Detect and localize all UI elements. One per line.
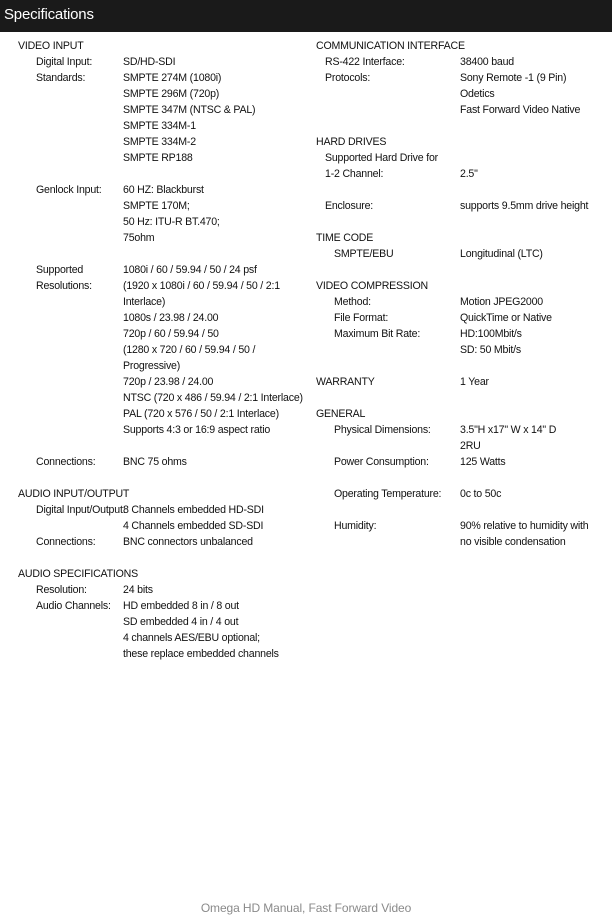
- spec-label: Audio Channels:: [36, 600, 111, 612]
- spec-row: [316, 518, 606, 550]
- spec-values: [123, 262, 303, 438]
- spec-value: 8 Channels embedded HD-SDI: [123, 504, 264, 516]
- spec-row: [18, 54, 303, 70]
- section-title: GENERAL: [316, 408, 366, 420]
- spec-value: HD:100Mbit/s: [460, 328, 522, 340]
- spec-values: [123, 534, 253, 550]
- spec-values: [123, 70, 255, 166]
- spec-value: 1080i / 60 / 59.94 / 50 / 24 psf: [123, 264, 257, 276]
- spec-label: Power Consumption:: [334, 456, 429, 468]
- spec-value: 38400 baud: [460, 56, 514, 68]
- spec-value: Longitudinal (LTC): [460, 248, 543, 260]
- spec-row: [316, 454, 606, 470]
- spec-values: [460, 486, 501, 502]
- spec-row: [18, 454, 303, 470]
- spec-values: [460, 198, 588, 214]
- spec-label: Enclosure:: [325, 200, 374, 212]
- section-title: VIDEO COMPRESSION: [316, 280, 428, 292]
- spec-row: [316, 70, 606, 118]
- spec-value: Motion JPEG2000: [460, 296, 543, 308]
- spec-label: File Format:: [334, 312, 389, 324]
- spec-values: [460, 150, 478, 182]
- spec-label: Connections:: [36, 536, 96, 548]
- spec-value: 90% relative to humidity with: [460, 520, 589, 532]
- spec-value: SMPTE 334M-2: [123, 136, 196, 148]
- spec-value: 2RU: [460, 440, 481, 452]
- page-header: [0, 0, 612, 32]
- spec-label: SMPTE/EBU: [334, 248, 394, 260]
- spec-value: SMPTE RP188: [123, 152, 193, 164]
- spec-value: SMPTE 170M;: [123, 200, 190, 212]
- spec-row: [316, 310, 606, 326]
- spec-column-left: [18, 38, 303, 678]
- page-title: Specifications: [4, 6, 94, 23]
- spec-label: Genlock Input:: [36, 184, 102, 196]
- spec-label: Method:: [334, 296, 371, 308]
- section-title: COMMUNICATION INTERFACE: [316, 40, 465, 52]
- spec-value: Sony Remote -1 (9 Pin): [460, 72, 567, 84]
- spec-values: [460, 54, 514, 70]
- spec-section-warranty: [316, 374, 606, 390]
- page-footer: Omega HD Manual, Fast Forward Video: [200, 901, 412, 915]
- spec-value: (1280 x 720 / 60 / 59.94 / 50 /: [123, 344, 256, 356]
- spec-section-audio-specifications: [18, 566, 303, 662]
- spec-label: Operating Temperature:: [334, 488, 442, 500]
- spec-section-hard-drives: [316, 134, 606, 214]
- spec-values: [123, 454, 187, 470]
- spec-values: [460, 310, 552, 326]
- spec-section-time-code: [316, 230, 606, 262]
- spec-label: Maximum Bit Rate:: [334, 328, 421, 340]
- spec-values: [123, 182, 220, 246]
- spec-values: [460, 518, 588, 550]
- spec-values: [123, 582, 153, 598]
- spec-label: Supported Hard Drive for: [325, 152, 438, 164]
- spec-row: [316, 198, 606, 214]
- section-title: [316, 374, 606, 390]
- spec-row: [316, 54, 606, 70]
- spec-value: 60 HZ: Blackburst: [123, 184, 204, 196]
- spec-label: Supported: [36, 264, 84, 276]
- spec-row: [316, 246, 606, 262]
- spec-row: [18, 534, 303, 550]
- spec-value: SMPTE 274M (1080i): [123, 72, 222, 84]
- spec-value: 0c to 50c: [460, 488, 502, 500]
- spec-values: [460, 70, 580, 118]
- spec-value: BNC connectors unbalanced: [123, 536, 253, 548]
- spec-label: RS-422 Interface:: [325, 56, 405, 68]
- spec-row: [316, 294, 606, 310]
- spec-values: [460, 454, 506, 470]
- section-title: VIDEO INPUT: [18, 40, 84, 52]
- spec-row: [18, 582, 303, 598]
- spec-value: 75ohm: [123, 232, 155, 244]
- section-title: AUDIO INPUT/OUTPUT: [18, 488, 130, 500]
- spec-value: 4 Channels embedded SD-SDI: [123, 520, 264, 532]
- spec-label: Humidity:: [334, 520, 377, 532]
- section-title: HARD DRIVES: [316, 136, 387, 148]
- spec-values: [123, 502, 264, 534]
- spec-value: 720p / 23.98 / 24.00: [123, 376, 214, 388]
- spec-row: [316, 422, 606, 454]
- spec-row: [316, 150, 606, 182]
- spec-label: 1-2 Channel:: [325, 168, 384, 180]
- spec-values: [123, 54, 175, 70]
- spec-section-audio-input-output: [18, 486, 303, 550]
- spec-values: [460, 422, 556, 454]
- spec-value: these replace embedded channels: [123, 648, 279, 660]
- spec-value: SD: 50 Mbit/s: [460, 344, 521, 356]
- spec-value: BNC 75 ohms: [123, 456, 187, 468]
- spec-label: Protocols:: [325, 72, 371, 84]
- spec-values: [460, 294, 543, 310]
- section-title-text: WARRANTY: [316, 376, 375, 388]
- spec-value: 720p / 60 / 59.94 / 50: [123, 328, 219, 340]
- spec-value: 125 Watts: [460, 456, 506, 468]
- spec-row: [18, 262, 303, 438]
- spec-value: SMPTE 334M-1: [123, 120, 196, 132]
- section-title: AUDIO SPECIFICATIONS: [18, 568, 139, 580]
- spec-value: no visible condensation: [460, 536, 566, 548]
- spec-value: 2.5": [460, 168, 478, 180]
- spec-value: SMPTE 296M (720p): [123, 88, 220, 100]
- spec-row: [316, 486, 606, 502]
- spec-value: SD/HD-SDI: [123, 56, 176, 68]
- spec-value: SMPTE 347M (NTSC & PAL): [123, 104, 256, 116]
- spec-value: Fast Forward Video Native: [460, 104, 581, 116]
- spec-value: HD embedded 8 in / 8 out: [123, 600, 239, 612]
- spec-value: QuickTime or Native: [460, 312, 552, 324]
- spec-label: Standards:: [36, 72, 86, 84]
- spec-values: [123, 598, 279, 662]
- spec-value: 4 channels AES/EBU optional;: [123, 632, 260, 644]
- spec-value: Odetics: [460, 88, 495, 100]
- spec-value: Interlace): [123, 296, 166, 308]
- spec-section-video-input: [18, 38, 303, 470]
- spec-value: 24 bits: [123, 584, 153, 596]
- spec-value: 50 Hz: ITU-R BT.470;: [123, 216, 220, 228]
- spec-label: Resolution:: [36, 584, 87, 596]
- spec-value: supports 9.5mm drive height: [460, 200, 589, 212]
- spec-value: (1920 x 1080i / 60 / 59.94 / 50 / 2:1: [123, 280, 280, 292]
- spec-row: [316, 326, 606, 358]
- spec-section-general: [316, 406, 606, 550]
- spec-values: [460, 246, 543, 262]
- spec-value: 1080s / 23.98 / 24.00: [123, 312, 219, 324]
- spec-label: Digital Input:: [36, 56, 93, 68]
- spec-section-communication-interface: [316, 38, 606, 118]
- spec-values: [460, 326, 522, 358]
- spec-label: Resolutions:: [36, 280, 92, 292]
- spec-value: Supports 4:3 or 16:9 aspect ratio: [123, 424, 271, 436]
- section-title: TIME CODE: [316, 232, 374, 244]
- spec-row: [18, 70, 303, 166]
- spec-value: SD embedded 4 in / 4 out: [123, 616, 239, 628]
- spec-row: [18, 502, 303, 534]
- spec-section-video-compression: [316, 278, 606, 358]
- spec-label: Connections:: [36, 456, 96, 468]
- spec-label: Physical Dimensions:: [334, 424, 431, 436]
- spec-label: Digital Input/Output:: [36, 504, 126, 516]
- spec-value: 3.5"H x17" W x 14" D: [460, 424, 557, 436]
- spec-value: [460, 150, 478, 166]
- spec-value: NTSC (720 x 486 / 59.94 / 2:1 Interlace): [123, 392, 303, 404]
- spec-value: PAL (720 x 576 / 50 / 2:1 Interlace): [123, 408, 279, 420]
- spec-row: [18, 182, 303, 246]
- section-inline-value: 1 Year: [460, 376, 489, 388]
- spec-row: [18, 598, 303, 662]
- spec-column-right: [316, 38, 606, 566]
- spec-value: Progressive): [123, 360, 181, 372]
